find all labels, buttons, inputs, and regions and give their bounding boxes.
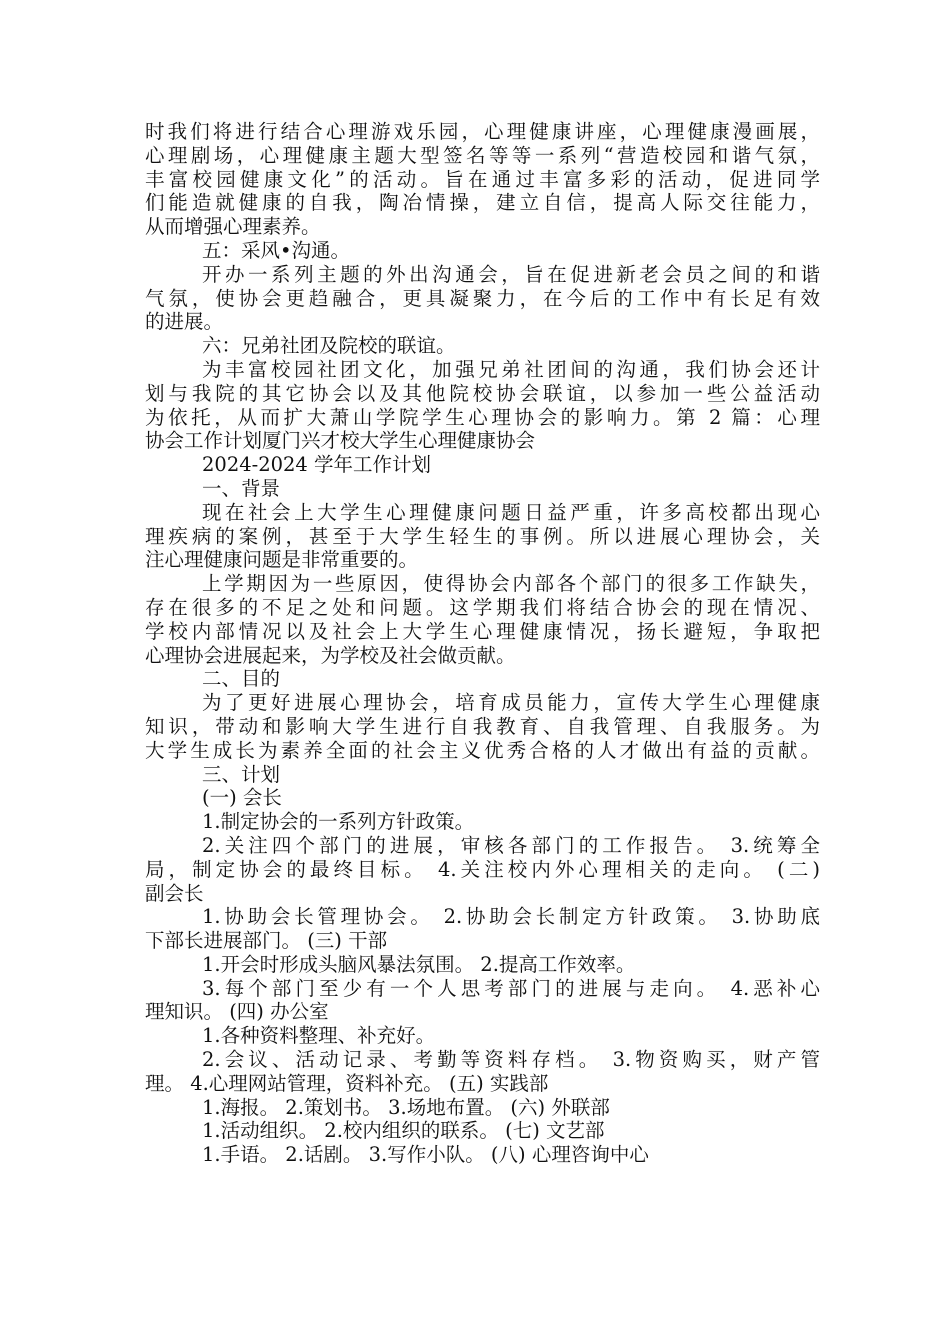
text-line: 一、背景 <box>202 476 281 500</box>
text-line: 丰富校园健康文化”的活动。旨在通过丰富多彩的活动，促进同学 <box>145 167 820 191</box>
text-line: 1.制定协会的一系列方针政策。 <box>202 810 475 834</box>
text-line: 五：采风•沟通。 <box>202 238 351 262</box>
text-line: 3.每个部门至少有一个人思考部门的进展与走向。 4.恶补心 <box>202 976 820 1000</box>
text-line: 知识，带动和影响大学生进行自我教育、自我管理、自我服务。为 <box>145 714 820 738</box>
text-line: 理。 4.心理网站管理，资料补充。 (五) 实践部 <box>145 1071 549 1095</box>
text-line: 划与我院的其它协会以及其他院校协会联谊，以参加一些公益活动 <box>145 381 820 405</box>
text-line: 1.开会时形成头脑风暴法氛围。 2.提高工作效率。 <box>202 952 636 976</box>
text-line: 2.关注四个部门的进展，审核各部门的工作报告。 3.统筹全 <box>202 833 820 857</box>
text-line: 三、计划 <box>202 762 281 786</box>
text-line: 1.海报。 2.策划书。 3.场地布置。 (六) 外联部 <box>202 1095 610 1119</box>
text-line: 理知识。 (四) 办公室 <box>145 1000 329 1024</box>
text-line: 注心理健康问题是非常重要的。 <box>145 548 419 572</box>
text-line: 下部长进展部门。 (三) 干部 <box>145 929 388 953</box>
text-line: 的进展。 <box>145 310 224 334</box>
text-line: 时我们将进行结合心理游戏乐园，心理健康讲座，心理健康漫画展， <box>145 120 820 143</box>
text-line: 心理协会进展起来，为学校及社会做贡献。 <box>145 643 516 667</box>
text-line: 局，制定协会的最终目标。 4.关注校内外心理相关的走向。 (二) <box>145 857 820 881</box>
text-line: 开办一系列主题的外出沟通会，旨在促进新老会员之间的和谐 <box>202 262 820 286</box>
text-line: 存在很多的不足之处和问题。这学期我们将结合协会的现在情况、 <box>145 595 820 619</box>
text-line: 大学生成长为素养全面的社会主义优秀合格的人才做出有益的贡献。 <box>145 738 820 762</box>
text-line: 从而增强心理素养。 <box>145 215 321 239</box>
text-line: 心理剧场，心理健康主题大型签名等等一系列“营造校园和谐气氛， <box>145 143 820 167</box>
text-line: 1.协助会长管理协会。 2.协助会长制定方针政策。 3.协助底 <box>202 905 820 929</box>
text-line: 二、目的 <box>202 667 281 691</box>
text-line: 为了更好进展心理协会，培育成员能力，宣传大学生心理健康 <box>202 691 820 715</box>
text-line: 2.会议、活动记录、考勤等资料存档。 3.物资购买，财产管 <box>202 1048 820 1072</box>
text-line: 现在社会上大学生心理健康问题日益严重，许多高校都出现心 <box>202 500 820 524</box>
text-line: 副会长 <box>145 881 204 905</box>
text-line: 学校内部情况以及社会上大学生心理健康情况，扬长避短，争取把 <box>145 619 820 643</box>
text-line: 理疾病的案例，甚至于大学生轻生的事例。所以进展心理协会，关 <box>145 524 820 548</box>
text-line: (一) 会长 <box>202 786 282 810</box>
text-line: 1.手语。 2.话剧。 3.写作小队。 (八) 心理咨询中心 <box>202 1143 649 1167</box>
document-body <box>145 120 820 1167</box>
text-line: 气氛，使协会更趋融合，更具凝聚力，在今后的工作中有长足有效 <box>145 286 820 310</box>
text-line: 们能造就健康的自我，陶冶情操，建立自信，提高人际交往能力， <box>145 191 820 215</box>
text-line: 六：兄弟社团及院校的联谊。 <box>202 334 456 358</box>
text-line: 协会工作计划厦门兴才校大学生心理健康协会 <box>145 429 536 453</box>
text-line: 上学期因为一些原因，使得协会内部各个部门的很多工作缺失， <box>202 572 820 596</box>
text-line: 1.活动组织。 2.校内组织的联系。 (七) 文艺部 <box>202 1119 605 1143</box>
text-line: 为依托，从而扩大萧山学院学生心理协会的影响力。第 2 篇：心理 <box>145 405 820 429</box>
text-line: 为丰富校园社团文化，加强兄弟社团间的沟通，我们协会还计 <box>202 357 820 381</box>
text-line: 2024-2024 学年工作计划 <box>202 453 432 477</box>
text-line: 1.各种资料整理、补充好。 <box>202 1024 436 1048</box>
